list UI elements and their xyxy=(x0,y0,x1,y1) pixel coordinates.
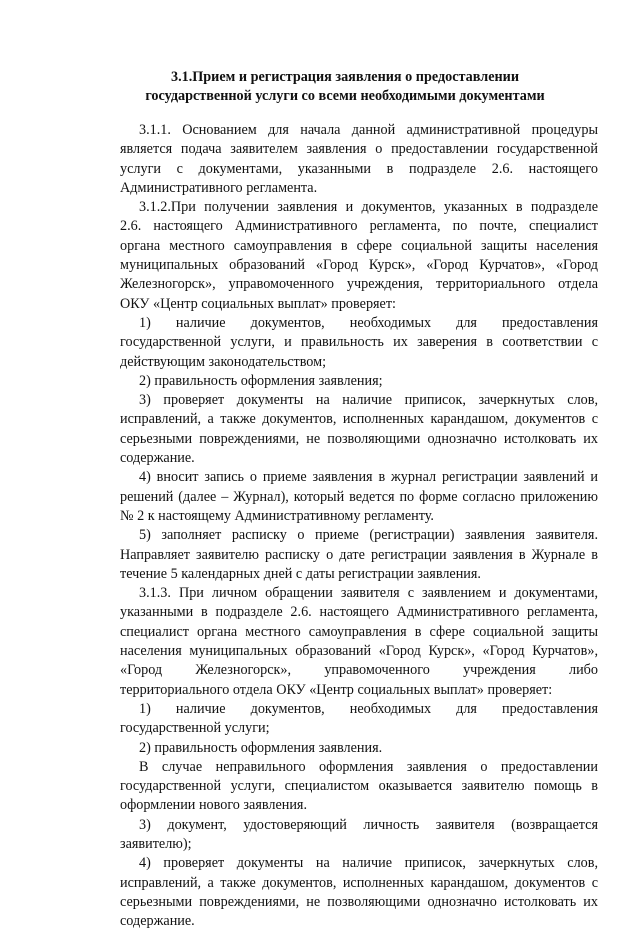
paragraph-line: течение 5 календарных дней с даты регистрации заявления. xyxy=(120,565,481,582)
paragraph-line: 4) проверяет документы на наличие приписок, зачеркнутых слов, xyxy=(139,855,598,872)
paragraph-line: населения муниципальных образований «Город Курск», «Город Курчатов», xyxy=(120,643,598,660)
paragraph-p12 xyxy=(120,816,598,855)
paragraph-line: является подача заявителем заявления о предоставлении государственной xyxy=(120,141,598,158)
paragraph-line: серьезными повреждениями, не позволяющими однозначно истолковать их xyxy=(120,430,598,447)
paragraph-line: Направляет заявителю расписку о дате регистрации заявления в Журнале в xyxy=(120,546,598,563)
paragraph-line: Административного регламента. xyxy=(120,179,318,196)
paragraph-line: исправлений, а также документов, исполненных карандашом, документов с xyxy=(120,411,598,428)
paragraph-line: территориального отдела ОКУ «Центр социальных выплат» проверяет: xyxy=(120,681,553,698)
paragraph-line: государственной услуги; xyxy=(120,720,270,737)
paragraph-p1 xyxy=(120,121,598,198)
paragraph-line: 2.6. настоящего Административного регламента, по почте, специалист xyxy=(120,218,598,235)
paragraph-line: 3.1.2.При получении заявления и документов, указанных в подразделе xyxy=(139,199,598,216)
paragraph-line: 3.1.1. Основанием для начала данной административной процедуры xyxy=(139,122,598,138)
paragraph-line: органа местного самоуправления в сфере социальной защиты населения xyxy=(120,237,598,254)
paragraph-p3 xyxy=(120,314,598,372)
document-body xyxy=(120,121,598,931)
paragraph-p7 xyxy=(120,526,598,584)
paragraph-line: заявителю); xyxy=(120,835,192,852)
paragraph-line: 1) наличие документов, необходимых для предоставления xyxy=(139,314,598,331)
paragraph-line: государственной услуги, специалистом оказывается заявителю помощь в xyxy=(120,778,598,795)
paragraph-line: 3) документ, удостоверяющий личность заявителя (возвращается xyxy=(139,816,598,833)
paragraph-p4 xyxy=(120,372,598,391)
paragraph-p5 xyxy=(120,391,598,468)
paragraph-line: специалист органа местного самоуправления в сфере социальной защиты xyxy=(120,623,598,640)
paragraph-line: Железногорск», управомоченного учреждения, территориального отдела xyxy=(120,276,598,293)
paragraph-line: «Город Железногорск», управомоченного учреждения либо xyxy=(120,662,598,679)
paragraph-line: действующим законодательством; xyxy=(120,353,327,370)
section-heading xyxy=(110,68,580,106)
paragraph-p10 xyxy=(120,739,598,758)
paragraph-line: оформлении нового заявления. xyxy=(120,797,307,814)
paragraph-line: 3) проверяет документы на наличие приписок, зачеркнутых слов, xyxy=(139,392,598,409)
paragraph-line: серьезными повреждениями, не позволяющими однозначно истолковать их xyxy=(120,893,598,910)
paragraph-line: государственной услуги, и правильность их заверения в соответствии с xyxy=(120,334,598,351)
paragraph-line: 1) наличие документов, необходимых для предоставления xyxy=(139,700,598,717)
paragraph-line: № 2 к настоящему Административному регламенту. xyxy=(120,507,434,524)
paragraph-p8 xyxy=(120,584,598,700)
paragraph-line: услуги с документами, указанными в подразделе 2.6. настоящего xyxy=(120,160,598,177)
section-heading-line: 3.1.Прием и регистрация заявления о предоставлении xyxy=(170,69,520,85)
paragraph-p11 xyxy=(120,758,598,816)
paragraph-p6 xyxy=(120,468,598,526)
paragraph-p13 xyxy=(120,854,598,931)
paragraph-line: исправлений, а также документов, исполненных карандашом, документов с xyxy=(120,874,598,891)
paragraph-line: 2) правильность оформления заявления. xyxy=(139,739,383,756)
paragraph-line: решений (далее – Журнал), который ведется по форме согласно приложению xyxy=(120,488,598,505)
paragraph-p2 xyxy=(120,198,598,314)
paragraph-line: содержание. xyxy=(120,450,195,467)
paragraph-line: указанными в подразделе 2.6. настоящего Административного регламента, xyxy=(120,604,598,621)
section-heading-line: государственной услуги со всеми необходимыми документами xyxy=(145,88,545,104)
paragraph-line: В случае неправильного оформления заявления о предоставлении xyxy=(139,758,598,775)
paragraph-line: муниципальных образований «Город Курск», «Город Курчатов», «Город xyxy=(120,257,598,274)
paragraph-line: 4) вносит запись о приеме заявления в журнал регистрации заявлений и xyxy=(139,469,598,486)
paragraph-p9 xyxy=(120,700,598,739)
paragraph-line: 5) заполняет расписку о приеме (регистрации) заявления заявителя. xyxy=(139,527,598,544)
paragraph-line: 2) правильность оформления заявления; xyxy=(139,372,383,389)
paragraph-line: содержание. xyxy=(120,913,195,930)
paragraph-line: 3.1.3. При личном обращении заявителя с заявлением и документами, xyxy=(139,585,598,602)
paragraph-line: ОКУ «Центр социальных выплат» проверяет: xyxy=(120,295,396,312)
